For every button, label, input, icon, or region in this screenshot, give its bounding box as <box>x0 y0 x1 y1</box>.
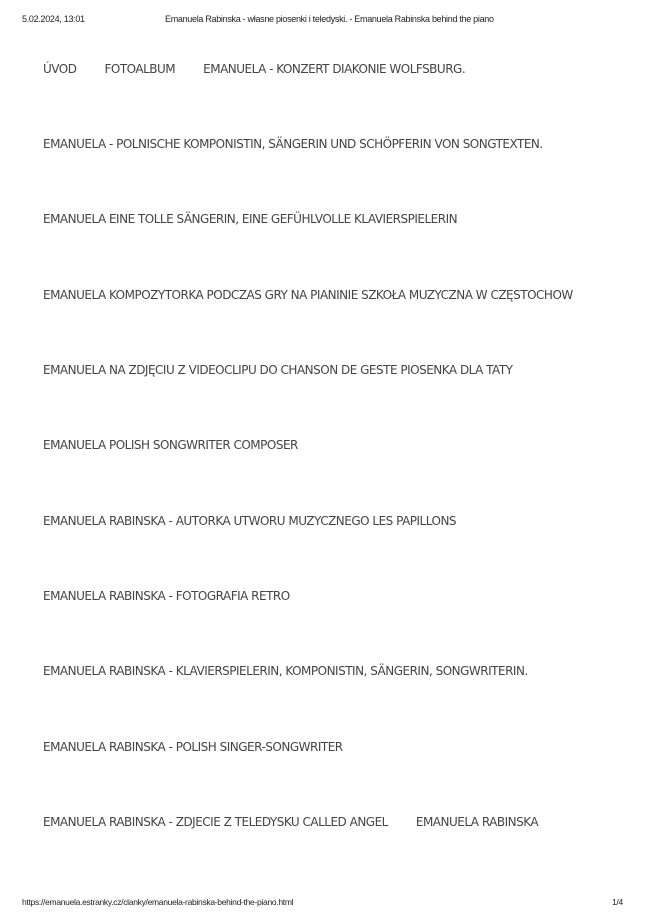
menu-item-fotoalbum[interactable]: FOTOALBUM <box>104 62 176 76</box>
menu-item-fotografia-retro[interactable]: EMANUELA RABINSKA - FOTOGRAFIA RETRO <box>43 589 290 603</box>
menu-item-klavierspielerin[interactable]: EMANUELA RABINSKA - KLAVIERSPIELERIN, KOMPONISTIN, SÄNGERIN, SONGWRITERIN. <box>43 664 528 678</box>
menu-item-videoclip[interactable]: EMANUELA NA ZDJĘCIU Z VIDEOCLIPU DO CHANSON DE GESTE PIOSENKA DLA TATY <box>43 363 513 377</box>
menu-item-called-angel[interactable]: EMANUELA RABINSKA - ZDJECIE Z TELEDYSKU CALLED ANGEL <box>43 815 388 829</box>
print-footer <box>0 897 650 911</box>
menu-row <box>43 212 485 226</box>
print-url: https://emanuela.estranky.cz/clanky/emanuela-rabinska-behind-the-piano.html <box>22 897 294 907</box>
menu-row <box>43 62 493 76</box>
menu-row <box>43 664 556 678</box>
menu-item-konzert-diakonie[interactable]: EMANUELA - KONZERT DIAKONIE WOLFSBURG. <box>203 62 466 76</box>
menu-row <box>43 137 571 151</box>
menu-item-polish-songwriter[interactable]: EMANUELA POLISH SONGWRITER COMPOSER <box>43 438 298 452</box>
menu-item-kompozytorka[interactable]: EMANUELA KOMPOZYTORKA PODCZAS GRY NA PIANINIE SZKOŁA MUZYCZNA W CZĘSTOCHOW <box>43 288 573 302</box>
menu-item-tolle-saengerin[interactable]: EMANUELA EINE TOLLE SÄNGERIN, EINE GEFÜHLVOLLE KLAVIERSPIELERIN <box>43 212 458 226</box>
print-date: 5.02.2024, 13:01 <box>22 14 85 24</box>
menu-row <box>43 438 326 452</box>
menu-row <box>43 288 601 302</box>
menu-row <box>43 815 566 829</box>
menu-item-les-papillons[interactable]: EMANUELA RABINSKA - AUTORKA UTWORU MUZYCZNEGO LES PAPILLONS <box>43 514 457 528</box>
menu-item-emanuela-rabinska[interactable]: EMANUELA RABINSKA <box>415 815 539 829</box>
menu-item-uvod[interactable]: ÚVOD <box>43 62 77 76</box>
menu-item-polish-singer-songwriter[interactable]: EMANUELA RABINSKA - POLISH SINGER-SONGWRITER <box>43 740 343 754</box>
menu-item-polnische-komponistin[interactable]: EMANUELA - POLNISCHE KOMPONISTIN, SÄNGERIN UND SCHÖPFERIN VON SONGTEXTEN. <box>43 137 543 151</box>
menu-row <box>43 740 371 754</box>
menu-row <box>43 589 318 603</box>
print-header <box>0 14 650 28</box>
print-page-title: Emanuela Rabinska - własne piosenki i teledyski. - Emanuela Rabinska behind the piano <box>165 14 494 24</box>
page-number: 1/4 <box>612 897 623 907</box>
menu-row <box>43 363 541 377</box>
menu-row <box>43 514 484 528</box>
